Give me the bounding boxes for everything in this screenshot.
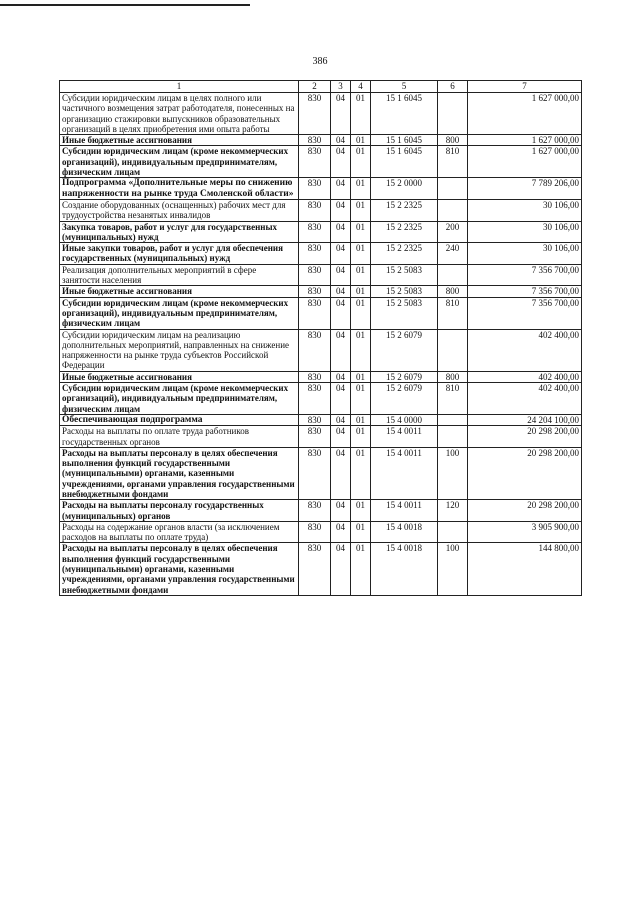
row-expense-type-cell: 120	[438, 500, 468, 522]
table-row	[60, 500, 582, 522]
column-header: 4	[351, 81, 371, 93]
row-expense-type-cell	[438, 93, 468, 135]
row-target-article-cell: 15 1 6045	[371, 135, 438, 146]
row-subsection-cell: 01	[351, 500, 371, 522]
row-ministry-code-cell: 830	[299, 383, 331, 415]
row-target-article-cell: 15 1 6045	[371, 93, 438, 135]
row-ministry-code-cell: 830	[299, 178, 331, 200]
row-amount-cell: 1 627 000,00	[468, 135, 582, 146]
row-section-cell: 04	[331, 243, 351, 265]
column-header: 6	[438, 81, 468, 93]
row-expense-type-cell	[438, 521, 468, 543]
row-target-article-cell: 15 2 6079	[371, 371, 438, 382]
row-ministry-code-cell: 830	[299, 500, 331, 522]
table-row	[60, 414, 582, 425]
table-row	[60, 199, 582, 221]
page-number: 386	[312, 56, 328, 67]
row-target-article-cell: 15 2 5083	[371, 286, 438, 297]
row-amount-cell: 7 356 700,00	[468, 286, 582, 297]
row-ministry-code-cell: 830	[299, 414, 331, 425]
row-section-cell: 04	[331, 426, 351, 448]
row-target-article-cell: 15 2 5083	[371, 264, 438, 286]
row-ministry-code-cell: 830	[299, 243, 331, 265]
row-amount-cell: 20 298 200,00	[468, 447, 582, 499]
row-subsection-cell: 01	[351, 146, 371, 178]
row-target-article-cell: 15 2 2325	[371, 199, 438, 221]
row-name-cell: Расходы на содержание органов власти (за исключением расходов на выплаты по оплате труда)	[60, 521, 299, 543]
row-expense-type-cell	[438, 329, 468, 371]
row-section-cell: 04	[331, 383, 351, 415]
row-name-cell: Субсидии юридическим лицам (кроме некоммерческих организаций), индивидуальным предпринимателям, физическим лицам	[60, 146, 299, 178]
table-row	[60, 243, 582, 265]
row-expense-type-cell: 800	[438, 286, 468, 297]
row-expense-type-cell: 800	[438, 135, 468, 146]
row-section-cell: 04	[331, 199, 351, 221]
row-expense-type-cell	[438, 264, 468, 286]
row-subsection-cell: 01	[351, 286, 371, 297]
row-amount-cell: 30 106,00	[468, 199, 582, 221]
row-expense-type-cell: 810	[438, 383, 468, 415]
row-name-cell: Иные бюджетные ассигнования	[60, 135, 299, 146]
row-expense-type-cell: 100	[438, 543, 468, 595]
row-name-cell: Закупка товаров, работ и услуг для государственных (муниципальных) нужд	[60, 221, 299, 243]
row-name-cell: Подпрограмма «Дополнительные меры по снижению напряженности на рынке труда Смоленской области»	[60, 178, 299, 200]
row-ministry-code-cell: 830	[299, 286, 331, 297]
row-subsection-cell: 01	[351, 264, 371, 286]
row-amount-cell: 7 356 700,00	[468, 264, 582, 286]
row-name-cell: Субсидии юридическим лицам в целях полного или частичного возмещения затрат работодателя, понесенных на организацию стажировки выпускников образовательных организаций в целях приобретения ими опыта работы	[60, 93, 299, 135]
row-section-cell: 04	[331, 447, 351, 499]
row-name-cell: Реализация дополнительных мероприятий в сфере занятости населения	[60, 264, 299, 286]
row-expense-type-cell: 810	[438, 146, 468, 178]
row-section-cell: 04	[331, 521, 351, 543]
row-amount-cell: 144 800,00	[468, 543, 582, 595]
row-subsection-cell: 01	[351, 426, 371, 448]
row-target-article-cell: 15 4 0000	[371, 414, 438, 425]
row-section-cell: 04	[331, 221, 351, 243]
row-amount-cell: 1 627 000,00	[468, 146, 582, 178]
row-section-cell: 04	[331, 286, 351, 297]
row-ministry-code-cell: 830	[299, 93, 331, 135]
row-name-cell: Субсидии юридическим лицам (кроме некоммерческих организаций), индивидуальным предпринимателям, физическим лицам	[60, 297, 299, 329]
row-section-cell: 04	[331, 146, 351, 178]
row-amount-cell: 402 400,00	[468, 371, 582, 382]
table-row	[60, 447, 582, 499]
row-ministry-code-cell: 830	[299, 426, 331, 448]
row-name-cell: Иные бюджетные ассигнования	[60, 286, 299, 297]
row-amount-cell: 402 400,00	[468, 383, 582, 415]
row-expense-type-cell	[438, 426, 468, 448]
row-target-article-cell: 15 4 0011	[371, 447, 438, 499]
row-target-article-cell: 15 2 5083	[371, 297, 438, 329]
row-section-cell: 04	[331, 414, 351, 425]
row-subsection-cell: 01	[351, 199, 371, 221]
row-name-cell: Субсидии юридическим лицам на реализацию дополнительных мероприятий, направленных на снижение напряженности на рынке труда субъектов Российской Федерации	[60, 329, 299, 371]
table-row	[60, 135, 582, 146]
row-name-cell: Создание оборудованных (оснащенных) рабочих мест для трудоустройства незанятых инвалидов	[60, 199, 299, 221]
row-ministry-code-cell: 830	[299, 297, 331, 329]
row-ministry-code-cell: 830	[299, 146, 331, 178]
row-amount-cell: 1 627 000,00	[468, 93, 582, 135]
row-subsection-cell: 01	[351, 543, 371, 595]
row-target-article-cell: 15 4 0018	[371, 543, 438, 595]
row-ministry-code-cell: 830	[299, 221, 331, 243]
table-row	[60, 543, 582, 595]
row-section-cell: 04	[331, 264, 351, 286]
row-ministry-code-cell: 830	[299, 447, 331, 499]
table-row	[60, 329, 582, 371]
table-row	[60, 383, 582, 415]
row-section-cell: 04	[331, 500, 351, 522]
row-target-article-cell: 15 2 6079	[371, 329, 438, 371]
row-ministry-code-cell: 830	[299, 371, 331, 382]
row-target-article-cell: 15 2 6079	[371, 383, 438, 415]
column-header: 1	[60, 81, 299, 93]
table-row	[60, 93, 582, 135]
column-header: 5	[371, 81, 438, 93]
row-ministry-code-cell: 830	[299, 329, 331, 371]
column-header: 3	[331, 81, 351, 93]
row-target-article-cell: 15 2 2325	[371, 243, 438, 265]
row-subsection-cell: 01	[351, 178, 371, 200]
row-target-article-cell: 15 1 6045	[371, 146, 438, 178]
row-amount-cell: 20 298 200,00	[468, 500, 582, 522]
table-row	[60, 178, 582, 200]
row-ministry-code-cell: 830	[299, 264, 331, 286]
row-expense-type-cell	[438, 199, 468, 221]
row-name-cell: Расходы на выплаты персоналу в целях обеспечения выполнения функций государственными (муниципальными) органами, казенными учреждениями, органами управления государственными внебюджетными фондами	[60, 543, 299, 595]
table-row	[60, 286, 582, 297]
row-expense-type-cell	[438, 414, 468, 425]
row-ministry-code-cell: 830	[299, 199, 331, 221]
row-amount-cell: 7 356 700,00	[468, 297, 582, 329]
row-subsection-cell: 01	[351, 297, 371, 329]
row-subsection-cell: 01	[351, 383, 371, 415]
row-name-cell: Расходы на выплаты персоналу в целях обеспечения выполнения функций государственными (муниципальными) органами, казенными учреждениями, органами управления государственными внебюджетными фондами	[60, 447, 299, 499]
row-amount-cell: 7 789 206,00	[468, 178, 582, 200]
table-header-row	[60, 81, 582, 93]
row-expense-type-cell: 100	[438, 447, 468, 499]
row-target-article-cell: 15 4 0011	[371, 500, 438, 522]
row-name-cell: Обеспечивающая подпрограмма	[60, 414, 299, 425]
row-section-cell: 04	[331, 329, 351, 371]
row-subsection-cell: 01	[351, 414, 371, 425]
row-subsection-cell: 01	[351, 329, 371, 371]
row-name-cell: Иные бюджетные ассигнования	[60, 371, 299, 382]
row-expense-type-cell: 200	[438, 221, 468, 243]
table-row	[60, 221, 582, 243]
row-expense-type-cell: 800	[438, 371, 468, 382]
table-row	[60, 426, 582, 448]
row-section-cell: 04	[331, 371, 351, 382]
row-section-cell: 04	[331, 297, 351, 329]
row-name-cell: Расходы на выплаты персоналу государственных (муниципальных) органов	[60, 500, 299, 522]
row-expense-type-cell: 810	[438, 297, 468, 329]
row-subsection-cell: 01	[351, 221, 371, 243]
row-name-cell: Расходы на выплаты по оплате труда работников государственных органов	[60, 426, 299, 448]
table-row	[60, 146, 582, 178]
column-header: 2	[299, 81, 331, 93]
row-subsection-cell: 01	[351, 521, 371, 543]
row-amount-cell: 24 204 100,00	[468, 414, 582, 425]
row-amount-cell: 20 298 200,00	[468, 426, 582, 448]
row-amount-cell: 3 905 900,00	[468, 521, 582, 543]
row-target-article-cell: 15 4 0018	[371, 521, 438, 543]
row-ministry-code-cell: 830	[299, 521, 331, 543]
table-row	[60, 521, 582, 543]
row-subsection-cell: 01	[351, 371, 371, 382]
row-target-article-cell: 15 2 2325	[371, 221, 438, 243]
row-ministry-code-cell: 830	[299, 543, 331, 595]
row-subsection-cell: 01	[351, 93, 371, 135]
row-name-cell: Иные закупки товаров, работ и услуг для обеспечения государственных (муниципальных) нужд	[60, 243, 299, 265]
row-subsection-cell: 01	[351, 243, 371, 265]
scan-artifact-line	[0, 4, 250, 6]
row-expense-type-cell	[438, 178, 468, 200]
row-target-article-cell: 15 2 0000	[371, 178, 438, 200]
row-expense-type-cell: 240	[438, 243, 468, 265]
table-row	[60, 297, 582, 329]
row-ministry-code-cell: 830	[299, 135, 331, 146]
budget-table	[59, 80, 582, 596]
row-subsection-cell: 01	[351, 447, 371, 499]
row-section-cell: 04	[331, 93, 351, 135]
row-section-cell: 04	[331, 543, 351, 595]
row-section-cell: 04	[331, 178, 351, 200]
column-header: 7	[468, 81, 582, 93]
row-name-cell: Субсидии юридическим лицам (кроме некоммерческих организаций), индивидуальным предпринимателям, физическим лицам	[60, 383, 299, 415]
row-amount-cell: 402 400,00	[468, 329, 582, 371]
table-row	[60, 264, 582, 286]
row-amount-cell: 30 106,00	[468, 221, 582, 243]
row-target-article-cell: 15 4 0011	[371, 426, 438, 448]
row-section-cell: 04	[331, 135, 351, 146]
row-subsection-cell: 01	[351, 135, 371, 146]
row-amount-cell: 30 106,00	[468, 243, 582, 265]
table-row	[60, 371, 582, 382]
